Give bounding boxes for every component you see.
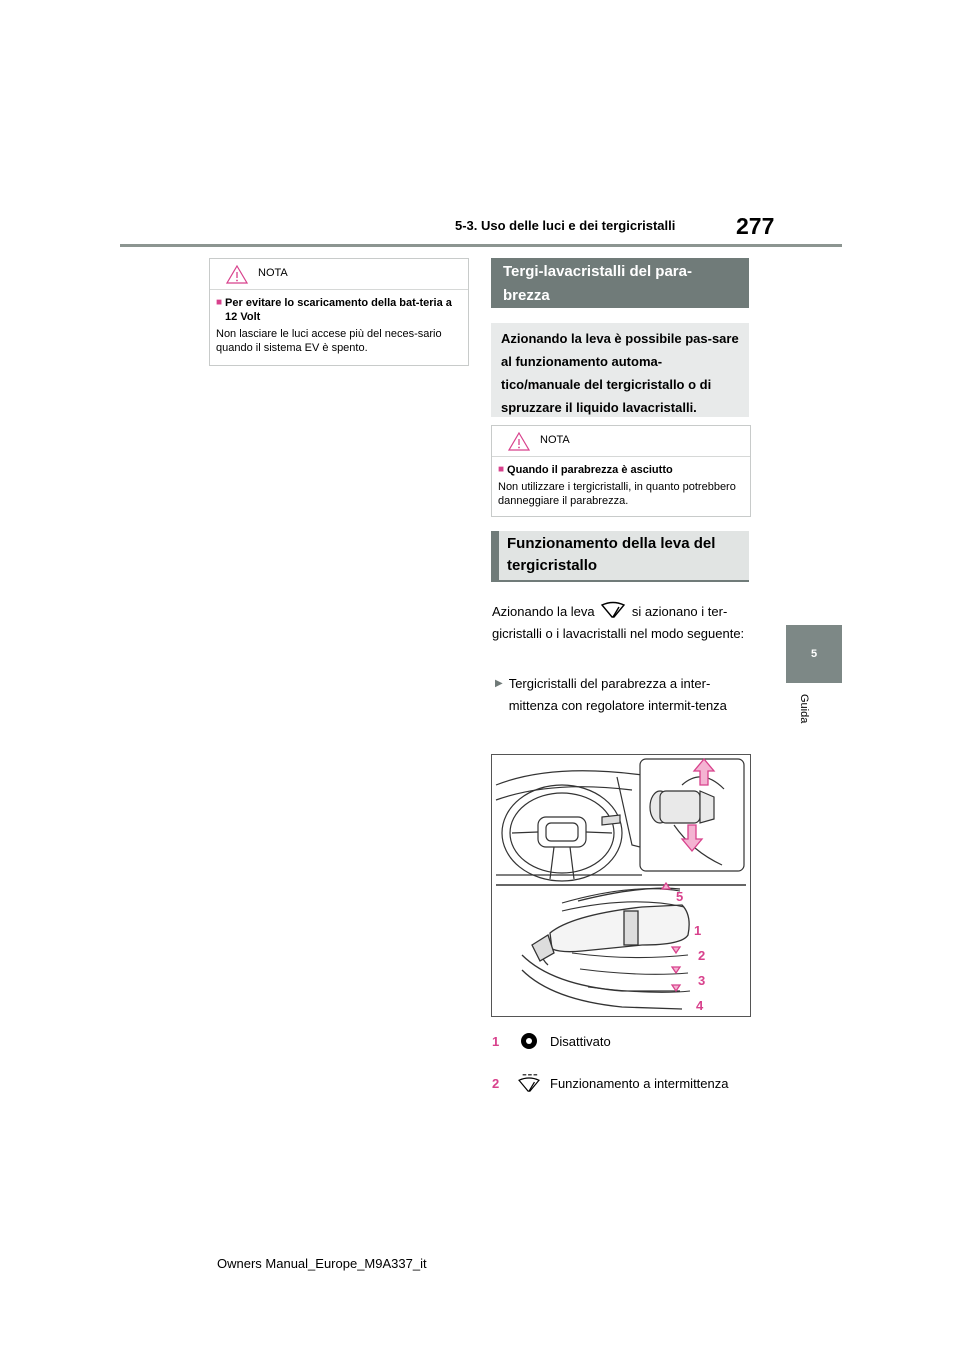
footer: Owners Manual_Europe_M9A337_it [217,1256,427,1271]
subsection-heading: Funzionamento della leva del tergicristallo [491,531,749,582]
off-icon [514,1031,544,1051]
figure-label-4: 4 [696,998,704,1013]
note-box-left [209,258,469,366]
bullet-item: ▶ Tergicristalli del parabrezza a inter-mittenza con regolatore intermit-tenza [495,673,745,717]
chapter-label: Guida [798,694,810,724]
note-text: Non utilizzare i tergicristalli, in quanto potrebbero danneggiare il parabrezza. [498,481,736,507]
warning-icon [508,432,530,451]
paragraph-end: si azionano i ter-gicristalli o i lavacristalli nel modo seguente: [492,604,745,641]
wiper-icon [600,601,626,619]
legend-item-intermittent [492,1073,728,1093]
wiper-lever-figure [491,754,751,1017]
header-rule [120,244,842,247]
paragraph-start: Azionando la leva [492,604,595,619]
legend-number: 1 [492,1033,500,1049]
note-header [492,426,750,457]
note-box-right [491,425,751,517]
section-title: 5-3. Uso delle luci e dei tergicristalli [455,218,676,233]
legend-item-off [492,1031,611,1051]
legend-text: Funzionamento a intermittenza [550,1075,729,1091]
note-text: Non lasciare le luci accese più del neces-sario quando il sistema EV è spento. [216,328,442,354]
note-subtitle: ■ Quando il parabrezza è asciutto [498,464,673,476]
warning-icon [226,265,248,284]
figure-label-5: 5 [676,889,684,904]
intermittent-wiper-icon [514,1073,544,1093]
chapter-tab: 5 [786,625,842,683]
legend-number: 2 [492,1075,500,1091]
note-label: NOTA [540,434,570,446]
figure-label-1: 1 [694,923,702,938]
square-bullet-icon: ■ [498,464,505,475]
note-header [210,259,468,290]
legend-text: Disattivato [550,1033,611,1049]
triangle-bullet-icon: ▶ [495,678,503,689]
note-label: NOTA [258,267,288,279]
note-subtitle: ■ Per evitare lo scaricamento della bat-teria a 12 Volt [216,297,452,323]
figure-label-3: 3 [698,973,706,988]
page-number: 277 [736,213,775,239]
section-heading: Tergi-lavacristalli del para-brezza [491,258,749,308]
intro-box: Azionando la leva è possibile pas-sare al funzionamento automa-tico/manuale del tergicristallo o di spruzzare il liquido lavacristalli. [491,323,749,417]
figure-label-2: 2 [698,948,706,963]
square-bullet-icon: ■ [216,297,223,308]
paragraph [492,601,750,645]
figure-drawing [492,755,750,1016]
